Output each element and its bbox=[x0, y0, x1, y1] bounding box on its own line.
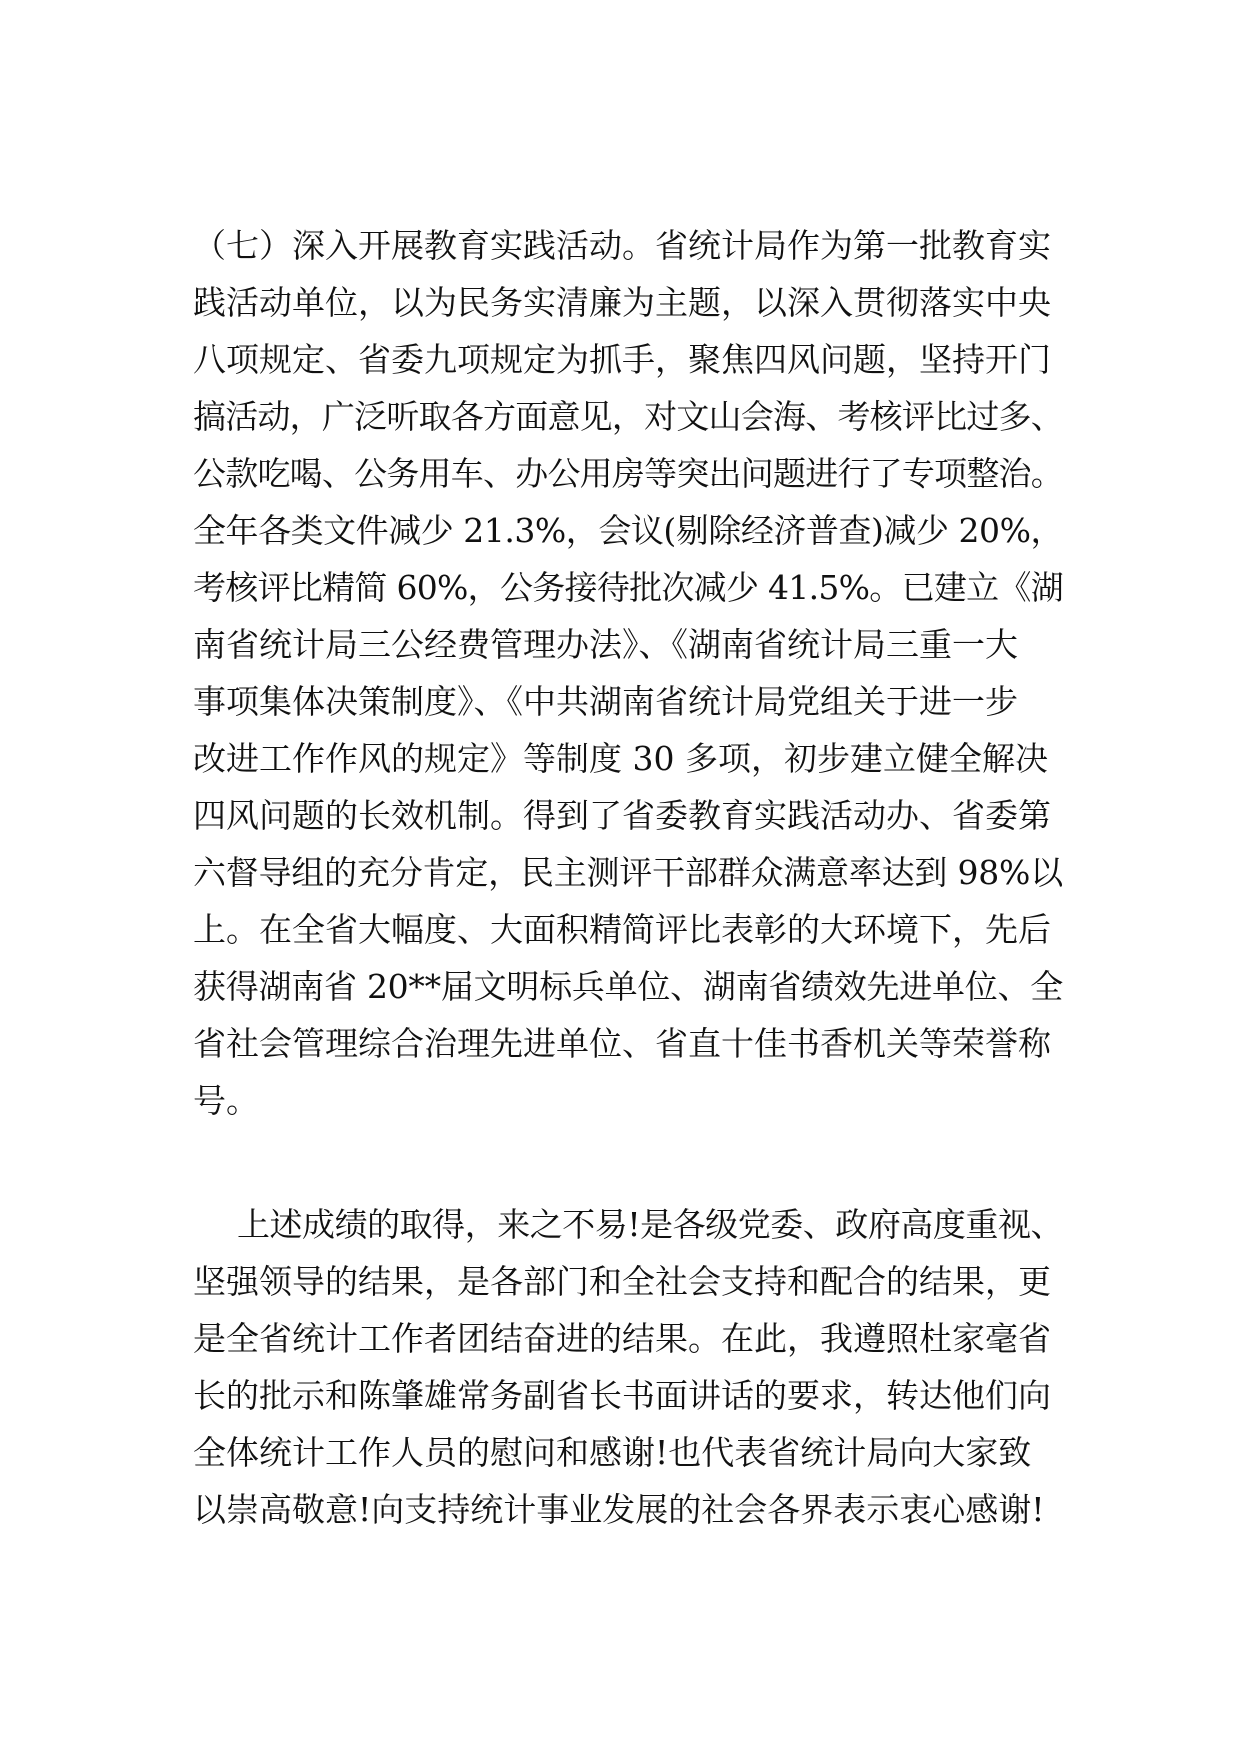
paragraph-line: 八项规定、省委九项规定为抓手，聚焦四风问题，坚持开门 bbox=[193, 340, 1051, 379]
paragraph-line: 考核评比精简 60%，公务接待批次减少 41.5%。已建立《湖 bbox=[193, 568, 1063, 607]
paragraph-line: 全年各类文件减少 21.3%，会议(剔除经济普查)减少 20%， bbox=[193, 511, 1063, 550]
paragraph-line: 上。在全省大幅度、大面积精简评比表彰的大环境下，先后 bbox=[193, 910, 1051, 949]
paragraph-line: 南省统计局三公经费管理办法》、《湖南省统计局三重一大 bbox=[193, 625, 1018, 664]
paragraph-thanks bbox=[193, 1196, 1063, 1538]
paragraph-line: 改进工作作风的规定》等制度 30 多项，初步建立健全解决 bbox=[193, 739, 1048, 778]
paragraph-line: 长的批示和陈肇雄常务副省长书面讲话的要求，转达他们向 bbox=[193, 1376, 1051, 1415]
paragraph-line: 上述成绩的取得，来之不易!是各级党委、政府高度重视、 bbox=[237, 1205, 1063, 1244]
paragraph-line: 号。 bbox=[193, 1081, 259, 1120]
paragraph-line: 公款吃喝、公务用车、办公用房等突出问题进行了专项整治。 bbox=[193, 454, 1064, 493]
paragraph-line: （七）深入开展教育实践活动。省统计局作为第一批教育实 bbox=[193, 226, 1051, 265]
paragraph-line: 获得湖南省 20**届文明标兵单位、湖南省绩效先进单位、全 bbox=[193, 967, 1063, 1006]
paragraph-line: 省社会管理综合治理先进单位、省直十佳书香机关等荣誉称 bbox=[193, 1024, 1051, 1063]
paragraph-education-practice bbox=[193, 217, 1063, 1129]
paragraph-line: 是全省统计工作者团结奋进的结果。在此，我遵照杜家毫省 bbox=[193, 1319, 1051, 1358]
paragraph-line: 搞活动，广泛听取各方面意见，对文山会海、考核评比过多、 bbox=[193, 397, 1064, 436]
paragraph-line: 六督导组的充分肯定，民主测评干部群众满意率达到 98%以 bbox=[193, 853, 1063, 892]
paragraph-line: 全体统计工作人员的慰问和感谢!也代表省统计局向大家致 bbox=[193, 1433, 1032, 1472]
paragraph-line: 事项集体决策制度》、《中共湖南省统计局党组关于进一步 bbox=[193, 682, 1018, 721]
paragraph-line: 践活动单位，以为民务实清廉为主题，以深入贯彻落实中央 bbox=[193, 283, 1051, 322]
paragraph-line: 坚强领导的结果，是各部门和全社会支持和配合的结果，更 bbox=[193, 1262, 1051, 1301]
paragraph-line: 以崇高敬意!向支持统计事业发展的社会各界表示衷心感谢! bbox=[193, 1490, 1045, 1529]
paragraph-line: 四风问题的长效机制。得到了省委教育实践活动办、省委第 bbox=[193, 796, 1051, 835]
